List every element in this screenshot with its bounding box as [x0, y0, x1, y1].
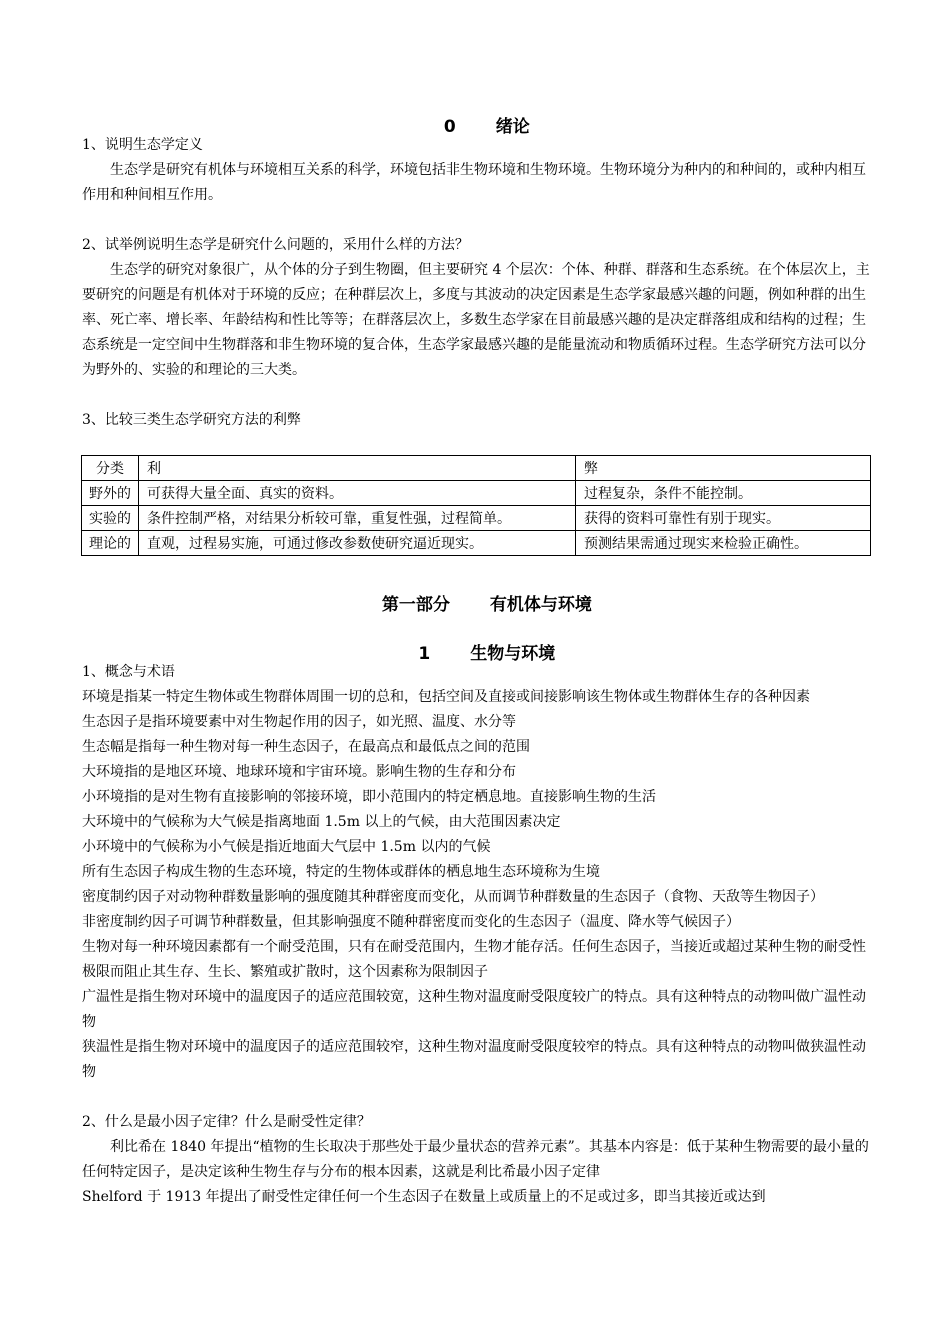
- term-definition: 生物对每一种环境因素都有一个耐受范围，只有在耐受范围内，生物才能存活。任何生态因子，当接近或超过某种生物的耐受性极限而阻止其生存、生长、繁殖或扩散时，这个因素称为限制因子: [82, 939, 866, 980]
- term-definition: 环境是指某一特定生物体或生物群体周围一切的总和，包括空间及直接或间接影响该生物体或生物群体生存的各种因素: [82, 689, 810, 705]
- chapter1-title: 生物与环境: [470, 644, 556, 664]
- term-definition: 大环境中的气候称为大气候是指离地面 1.5m 以上的气候，由大范围因素决定: [82, 814, 561, 830]
- chapter1-number: 1: [418, 644, 431, 664]
- table-cell: 获得的资料可靠性有别于现实。: [576, 506, 871, 531]
- ch1-q1-question: 1、概念与术语: [82, 664, 175, 680]
- table-row: [82, 531, 871, 556]
- table-cell: 条件控制严格，对结果分析较可靠，重复性强，过程简单。: [139, 506, 576, 531]
- table-cell: 直观，过程易实施，可通过修改参数使研究逼近现实。: [139, 531, 576, 556]
- table-cell: 实验的: [82, 506, 139, 531]
- term-definition: 生态幅是指每一种生物对每一种生态因子，在最高点和最低点之间的范围: [82, 739, 530, 755]
- intro-q3-question: 3、比较三类生态学研究方法的利弊: [82, 412, 301, 428]
- table-cell: 理论的: [82, 531, 139, 556]
- table-cell: 预测结果需通过现实来检验正确性。: [576, 531, 871, 556]
- intro-title: 绪论: [495, 117, 530, 137]
- intro-q2-question: 2、试举例说明生态学是研究什么问题的，采用什么样的方法？: [82, 237, 469, 253]
- intro-q2-answer: 生态学的研究对象很广，从个体的分子到生物圈，但主要研究 4 个层次：个体、种群、群落和生态系统。在个体层次上，主要研究的问题是有机体对于环境的反应；在种群层次上，多度与其波动的决定因素是生态学家最感兴趣的问题，例如种群的出生率、死亡率、增长率、年龄结构和性比等等；在群落层次上，多数生态学家在目前最感兴趣的是决定群落组成和结构的过程；生态系统是一定空间中生物群落和非生物环境的复合体，生态学家最感兴趣的是能量流动和物质循环过程。生态学研究方法可以分为野外的、实验的和理论的三大类。: [82, 262, 870, 378]
- term-definition: 大环境指的是地区环境、地球环境和宇宙环境。影响生物的生存和分布: [82, 764, 516, 780]
- term-definition: 小环境中的气候称为小气候是指近地面大气层中 1.5m 以内的气候: [82, 839, 491, 855]
- table-cell: 可获得大量全面、真实的资料。: [139, 481, 576, 506]
- term-definition: 小环境指的是对生物有直接影响的邻接环境，即小范围内的特定栖息地。直接影响生物的生活: [82, 789, 656, 805]
- ch1-q2-question: 2、什么是最小因子定律？什么是耐受性定律？: [82, 1114, 371, 1130]
- ch1-q2-continuation: Shelford 于 1913 年提出了耐受性定律任何一个生态因子在数量上或质量上的不足或过多，即当其接近或达到: [82, 1189, 766, 1205]
- term-definition: 非密度制约因子可调节种群数量，但其影响强度不随种群密度而变化的生态因子（温度、降水等气候因子）: [82, 914, 740, 930]
- term-definition: 密度制约因子对动物种群数量影响的强度随其种群密度而变化，从而调节种群数量的生态因子（食物、天敌等生物因子）: [82, 889, 824, 905]
- table-header-row: [82, 456, 871, 481]
- term-definition: 所有生态因子构成生物的生态环境，特定的生物体或群体的栖息地生态环境称为生境: [82, 864, 600, 880]
- table-header-cell: 分类: [82, 456, 139, 481]
- table-cell: 过程复杂，条件不能控制。: [576, 481, 871, 506]
- ch1-q2-answer: 利比希在 1840 年提出“植物的生长取决于那些处于最少量状态的营养元素”。其基本内容是：低于某种生物需要的最小量的任何特定因子，是决定该种生物生存与分布的根本因素，这就是利比希最小因子定律: [82, 1139, 869, 1180]
- intro-section: [82, 133, 870, 433]
- chapter1-section: [82, 660, 870, 1210]
- part1-title: 有机体与环境: [489, 595, 592, 615]
- part1-label: 第一部分: [381, 595, 450, 615]
- intro-q1-question: 1、说明生态学定义: [82, 137, 203, 153]
- table-cell: 野外的: [82, 481, 139, 506]
- term-definition: 生态因子是指环境要素中对生物起作用的因子，如光照、温度、水分等: [82, 714, 516, 730]
- table-row: [82, 481, 871, 506]
- intro-number: 0: [443, 117, 456, 137]
- term-definition: 狭温性是指生物对环境中的温度因子的适应范围较窄，这种生物对温度耐受限度较窄的特点。具有这种特点的动物叫做狭温性动物: [82, 1039, 866, 1080]
- intro-q1-answer: 生态学是研究有机体与环境相互关系的科学，环境包括非生物环境和生物环境。生物环境分为种内的和种间的，或种内相互作用和种间相互作用。: [82, 162, 866, 203]
- table-header-cell: 利: [139, 456, 576, 481]
- table-header-cell: 弊: [576, 456, 871, 481]
- table-row: [82, 506, 871, 531]
- term-definition: 广温性是指生物对环境中的温度因子的适应范围较宽，这种生物对温度耐受限度较广的特点。具有这种特点的动物叫做广温性动物: [82, 989, 866, 1030]
- methods-comparison-table: [81, 455, 871, 556]
